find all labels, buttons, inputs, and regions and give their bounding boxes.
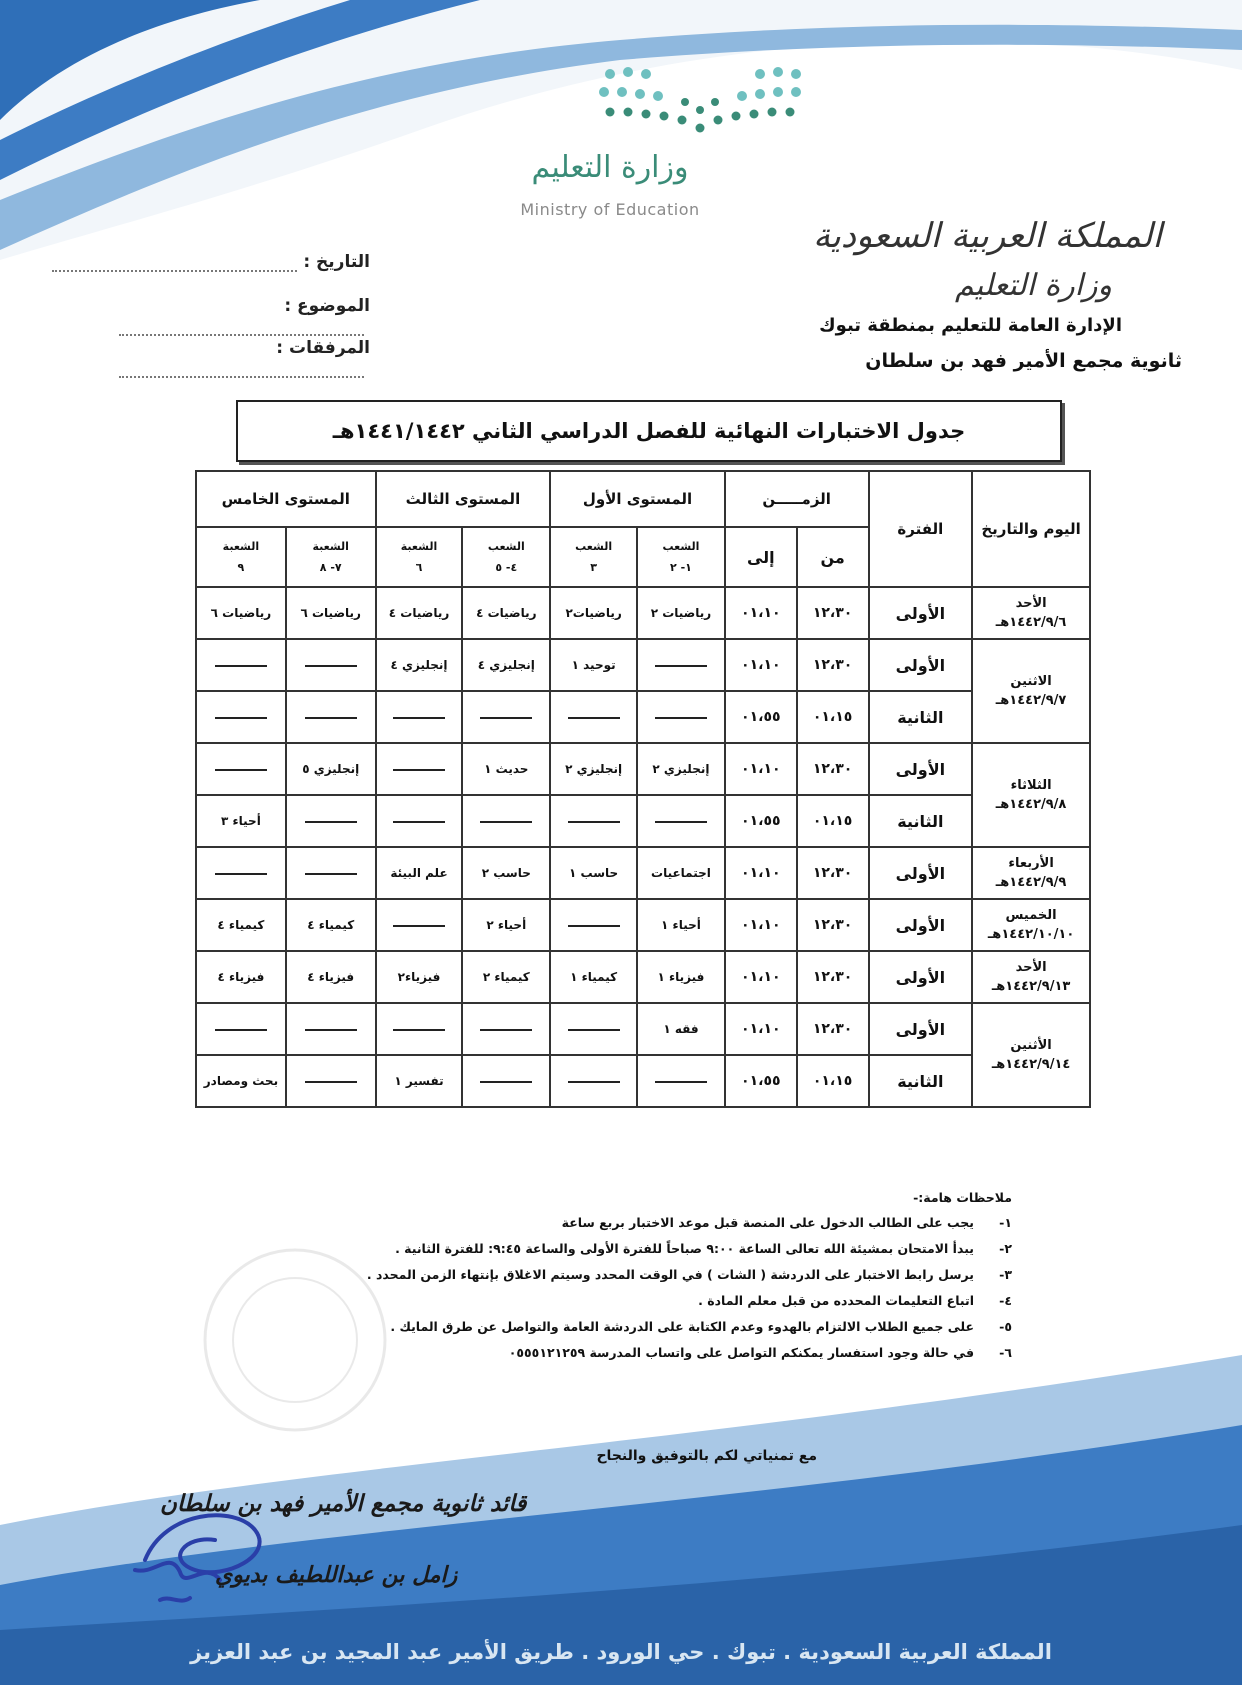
subject-cell bbox=[462, 951, 550, 1003]
empty-dash bbox=[305, 665, 357, 667]
empty-dash bbox=[305, 717, 357, 719]
note-text: اتباع التعليمات المحدده من قبل معلم المادة . bbox=[698, 1293, 974, 1308]
note-number: ٤- bbox=[999, 1293, 1012, 1308]
header-level-5: المستوى الخامس bbox=[196, 471, 376, 527]
day-date: ١٤٤٢/٩/٨هـ bbox=[995, 797, 1067, 812]
subject-label: بحث ومصادر bbox=[203, 1074, 279, 1088]
attachments-dotted-line bbox=[119, 376, 364, 378]
period-cell: الأولى bbox=[869, 743, 973, 795]
time-from-cell: ١٢،٣٠ bbox=[797, 951, 869, 1003]
empty-dash bbox=[655, 1081, 707, 1083]
period-cell: الأولى bbox=[869, 847, 973, 899]
note-text: يجب على الطالب الدخول على المنصة قبل موعد الاختبار بربع ساعة bbox=[561, 1215, 974, 1230]
section-numbers: ١- ٢ bbox=[670, 561, 692, 574]
day-date-cell bbox=[972, 639, 1090, 743]
subject-cell bbox=[196, 847, 286, 899]
time-from-cell: ١٢،٣٠ bbox=[797, 639, 869, 691]
note-number: ٦- bbox=[999, 1345, 1012, 1360]
note-number: ٢- bbox=[999, 1241, 1012, 1256]
subject-label: كيمياء ١ bbox=[570, 970, 618, 984]
time-to-cell: ٠١،١٠ bbox=[725, 743, 797, 795]
empty-dash bbox=[305, 873, 357, 875]
period-cell: الأولى bbox=[869, 1003, 973, 1055]
subject-cell bbox=[286, 847, 376, 899]
subject-cell bbox=[637, 795, 725, 847]
time-from-cell: ٠١،١٥ bbox=[797, 1055, 869, 1107]
ministry-logo-icon bbox=[590, 62, 810, 140]
subject-cell bbox=[550, 1003, 637, 1055]
subject-field bbox=[40, 296, 370, 336]
day-name: الاثنين bbox=[1010, 673, 1052, 689]
empty-dash bbox=[568, 1029, 620, 1031]
section-header bbox=[550, 527, 637, 587]
subject-cell bbox=[462, 1003, 550, 1055]
subject-label: حاسب ١ bbox=[569, 866, 619, 880]
day-date-cell bbox=[972, 847, 1090, 899]
subject-label: فقه ١ bbox=[663, 1022, 699, 1036]
subject-cell bbox=[637, 899, 725, 951]
header-to: إلى bbox=[725, 527, 797, 587]
section-numbers: ٦ bbox=[415, 561, 423, 574]
subject-label: رياضيات ٦ bbox=[210, 606, 272, 620]
subject-cell bbox=[376, 1003, 463, 1055]
principal-title: قائد ثانوية مجمع الأمير فهد بن سلطان bbox=[160, 1490, 527, 1517]
period-cell: الأولى bbox=[869, 639, 973, 691]
subject-label: الموضوع : bbox=[284, 296, 370, 316]
time-to-cell: ٠١،٥٥ bbox=[725, 795, 797, 847]
day-date: ١٤٤٢/٩/٩هـ bbox=[995, 875, 1067, 890]
note-number: ١- bbox=[999, 1215, 1012, 1230]
subject-label: فيزياء٢ bbox=[397, 970, 441, 984]
period-cell: الأولى bbox=[869, 587, 973, 639]
time-from-cell: ٠١،١٥ bbox=[797, 691, 869, 743]
day-name: الأحد bbox=[1015, 595, 1047, 611]
time-from-cell: ٠١،١٥ bbox=[797, 795, 869, 847]
empty-dash bbox=[568, 717, 620, 719]
day-date: ١٤٤٢/٩/٧هـ bbox=[995, 693, 1067, 708]
subject-label: توحيد ١ bbox=[571, 658, 616, 672]
subject-cell bbox=[286, 795, 376, 847]
subject-cell bbox=[196, 899, 286, 951]
subject-cell bbox=[376, 1055, 463, 1107]
section-numbers: ٧- ٨ bbox=[319, 561, 342, 574]
subject-cell bbox=[376, 743, 463, 795]
table-row bbox=[196, 743, 1090, 795]
footer-address: المملكة العربية السعودية . تبوك . حي الورود . طريق الأمير عبد المجيد بن عبد العزيز bbox=[190, 1640, 1052, 1664]
date-dotted-line bbox=[52, 270, 297, 272]
notes-heading: ملاحظات هامة:- bbox=[913, 1190, 1012, 1205]
subject-label: فيزياء ١ bbox=[657, 970, 705, 984]
empty-dash bbox=[393, 821, 445, 823]
date-label: التاريخ : bbox=[303, 252, 370, 272]
subject-dotted-line bbox=[119, 334, 364, 336]
day-date-cell bbox=[972, 899, 1090, 951]
time-from-cell: ١٢،٣٠ bbox=[797, 1003, 869, 1055]
section-label: الشعبة bbox=[222, 540, 260, 553]
subject-cell bbox=[376, 587, 463, 639]
kingdom-title: المملكة العربية السعودية bbox=[813, 216, 1162, 256]
subject-label: كيمياء ٢ bbox=[482, 970, 530, 984]
empty-dash bbox=[393, 769, 445, 771]
subject-cell bbox=[637, 1003, 725, 1055]
table-row bbox=[196, 899, 1090, 951]
day-name: الخميس bbox=[1005, 907, 1057, 923]
section-label: الشعب bbox=[487, 540, 525, 553]
period-cell: الأولى bbox=[869, 951, 973, 1003]
day-date-cell bbox=[972, 1003, 1090, 1107]
table-row bbox=[196, 847, 1090, 899]
day-date: ١٤٤٢/٩/١٣هـ bbox=[991, 979, 1071, 994]
subject-cell bbox=[637, 691, 725, 743]
time-to-cell: ٠١،٥٥ bbox=[725, 691, 797, 743]
section-label: الشعب bbox=[575, 540, 613, 553]
section-label: الشعب bbox=[662, 540, 700, 553]
section-header bbox=[286, 527, 376, 587]
time-from-cell: ١٢،٣٠ bbox=[797, 899, 869, 951]
subject-label: أحياء ٢ bbox=[486, 918, 527, 932]
header-period: الفترة bbox=[869, 471, 973, 587]
subject-label: كيمياء ٤ bbox=[307, 918, 355, 932]
subject-label: حديث ١ bbox=[484, 762, 529, 776]
note-text: في حالة وجود استفسار يمكنكم التواصل على واتساب المدرسة ٠٥٥٥١٢١٢٥٩ bbox=[508, 1345, 974, 1360]
subject-cell bbox=[376, 795, 463, 847]
period-cell: الثانية bbox=[869, 691, 973, 743]
subject-cell bbox=[286, 1003, 376, 1055]
header-from: من bbox=[797, 527, 869, 587]
attachments-field bbox=[40, 338, 370, 378]
subject-label: كيمياء ٤ bbox=[217, 918, 265, 932]
subject-cell bbox=[462, 639, 550, 691]
empty-dash bbox=[655, 665, 707, 667]
day-date-cell bbox=[972, 587, 1090, 639]
note-text: على جميع الطلاب الالتزام بالهدوء وعدم الكتابة على الدردشة العامة والتواصل عن طرق المايك . bbox=[390, 1319, 974, 1334]
subject-label: اجتماعيات bbox=[651, 866, 711, 880]
subject-cell bbox=[550, 847, 637, 899]
day-date: ١٤٤٢/١٠/١٠هـ bbox=[987, 927, 1075, 942]
time-to-cell: ٠١،١٠ bbox=[725, 639, 797, 691]
header-day-date: اليوم والتاريخ bbox=[972, 471, 1090, 587]
subject-label: رياضيات ٤ bbox=[388, 606, 450, 620]
section-numbers: ٤- ٥ bbox=[495, 561, 518, 574]
section-header bbox=[637, 527, 725, 587]
subject-cell bbox=[196, 1055, 286, 1107]
day-date-cell bbox=[972, 951, 1090, 1003]
exam-schedule-table bbox=[195, 470, 1091, 1108]
empty-dash bbox=[215, 1029, 267, 1031]
subject-cell bbox=[376, 951, 463, 1003]
subject-cell bbox=[462, 899, 550, 951]
day-name: الأحد bbox=[1015, 959, 1047, 975]
subject-cell bbox=[286, 951, 376, 1003]
ministry-name-arabic: وزارة التعليم bbox=[531, 150, 689, 185]
subject-cell bbox=[196, 691, 286, 743]
subject-cell bbox=[376, 899, 463, 951]
period-cell: الأولى bbox=[869, 899, 973, 951]
subject-label: إنجليزي ٢ bbox=[652, 762, 710, 776]
day-date: ١٤٤٢/٩/١٤هـ bbox=[991, 1057, 1071, 1072]
subject-cell bbox=[286, 691, 376, 743]
subject-label: أحياء ١ bbox=[661, 918, 701, 932]
table-row bbox=[196, 691, 1090, 743]
subject-label: تفسير ١ bbox=[394, 1074, 444, 1088]
subject-label: إنجليزي ٤ bbox=[477, 658, 535, 672]
time-from-cell: ١٢،٣٠ bbox=[797, 587, 869, 639]
subject-cell bbox=[376, 847, 463, 899]
empty-dash bbox=[480, 1029, 532, 1031]
header-level-3: المستوى الثالث bbox=[376, 471, 551, 527]
subject-cell bbox=[286, 899, 376, 951]
principal-name: زامل بن عبداللطيف بديوي bbox=[215, 1562, 458, 1588]
empty-dash bbox=[480, 1081, 532, 1083]
day-name: الأثنين bbox=[1010, 1037, 1052, 1053]
subject-cell bbox=[196, 795, 286, 847]
subject-cell bbox=[550, 899, 637, 951]
header-level-1: المستوى الأول bbox=[550, 471, 725, 527]
subject-cell bbox=[376, 639, 463, 691]
subject-cell bbox=[637, 639, 725, 691]
signature-icon bbox=[125, 1500, 325, 1610]
ministry-name-english: Ministry of Education bbox=[520, 200, 700, 219]
empty-dash bbox=[305, 821, 357, 823]
table-row bbox=[196, 951, 1090, 1003]
subject-cell bbox=[196, 587, 286, 639]
section-label: الشعبة bbox=[400, 540, 438, 553]
subject-cell bbox=[196, 743, 286, 795]
day-name: الأربعاء bbox=[1008, 855, 1054, 871]
empty-dash bbox=[568, 821, 620, 823]
subject-cell bbox=[462, 743, 550, 795]
note-item bbox=[212, 1215, 1012, 1230]
empty-dash bbox=[480, 821, 532, 823]
subject-cell bbox=[550, 743, 637, 795]
stamp-icon bbox=[195, 1240, 395, 1440]
day-name: الثلاثاء bbox=[1010, 777, 1052, 793]
subject-cell bbox=[376, 691, 463, 743]
subject-cell bbox=[286, 587, 376, 639]
subject-cell bbox=[550, 951, 637, 1003]
subject-cell bbox=[462, 847, 550, 899]
empty-dash bbox=[215, 873, 267, 875]
subject-label: رياضيات ٤ bbox=[476, 606, 537, 620]
subject-label: إنجليزي ٤ bbox=[390, 658, 448, 672]
subject-label: أحياء ٣ bbox=[221, 814, 261, 828]
subject-cell bbox=[286, 639, 376, 691]
subject-cell bbox=[550, 1055, 637, 1107]
schedule-title: جدول الاختبارات النهائية للفصل الدراسي الثاني ١٤٤١/١٤٤٢هـ bbox=[236, 400, 1062, 462]
time-from-cell: ١٢،٣٠ bbox=[797, 847, 869, 899]
subject-label: فيزياء ٤ bbox=[307, 970, 355, 984]
empty-dash bbox=[215, 769, 267, 771]
school-title: ثانوية مجمع الأمير فهد بن سلطان bbox=[865, 350, 1182, 372]
subject-cell bbox=[637, 743, 725, 795]
subject-label: إنجليزي ٥ bbox=[302, 762, 360, 776]
subject-label: حاسب ٢ bbox=[481, 866, 531, 880]
subject-cell bbox=[550, 587, 637, 639]
empty-dash bbox=[305, 1081, 357, 1083]
empty-dash bbox=[568, 925, 620, 927]
subject-label: فيزياء ٤ bbox=[217, 970, 265, 984]
subject-cell bbox=[637, 951, 725, 1003]
subject-cell bbox=[462, 691, 550, 743]
subject-cell bbox=[286, 1055, 376, 1107]
section-header bbox=[376, 527, 463, 587]
subject-cell bbox=[550, 691, 637, 743]
time-to-cell: ٠١،١٠ bbox=[725, 847, 797, 899]
administration-title: الإدارة العامة للتعليم بمنطقة تبوك bbox=[819, 315, 1122, 336]
subject-cell bbox=[637, 587, 725, 639]
subject-cell bbox=[462, 795, 550, 847]
table-row bbox=[196, 1003, 1090, 1055]
section-numbers: ٩ bbox=[237, 561, 245, 574]
empty-dash bbox=[393, 925, 445, 927]
subject-cell bbox=[196, 639, 286, 691]
closing-wish: مع تمنياتي لكم بالتوفيق والنجاح bbox=[596, 1448, 817, 1464]
note-text: يبدأ الامتحان بمشيئة الله تعالى الساعة ٩:٠٠ صباحاً للفترة الأولى والساعة ٩:٤٥: للفترة الثانية . bbox=[395, 1241, 974, 1256]
subject-label: رياضيات٢ bbox=[565, 606, 622, 620]
subject-cell bbox=[550, 795, 637, 847]
section-label: الشعبة bbox=[312, 540, 349, 553]
time-to-cell: ٠١،١٠ bbox=[725, 951, 797, 1003]
table-row bbox=[196, 639, 1090, 691]
day-date: ١٤٤٢/٩/٦هـ bbox=[995, 615, 1067, 630]
header-time: الزمـــــن bbox=[725, 471, 869, 527]
period-cell: الثانية bbox=[869, 1055, 973, 1107]
note-number: ٥- bbox=[999, 1319, 1012, 1334]
empty-dash bbox=[655, 717, 707, 719]
subject-cell bbox=[637, 1055, 725, 1107]
note-text: يرسل رابط الاختبار على الدردشة ( الشات ) في الوقت المحدد وسيتم الاغلاق بإنتهاء الزمن المحدد . bbox=[366, 1267, 974, 1282]
time-to-cell: ٠١،١٠ bbox=[725, 899, 797, 951]
subject-cell bbox=[637, 847, 725, 899]
empty-dash bbox=[480, 717, 532, 719]
attachments-label: المرفقات : bbox=[276, 338, 370, 358]
empty-dash bbox=[305, 1029, 357, 1031]
ministry-title: وزارة التعليم bbox=[954, 268, 1112, 303]
time-to-cell: ٠١،١٠ bbox=[725, 1003, 797, 1055]
subject-cell bbox=[550, 639, 637, 691]
table-row bbox=[196, 1055, 1090, 1107]
subject-cell bbox=[462, 1055, 550, 1107]
time-from-cell: ١٢،٣٠ bbox=[797, 743, 869, 795]
empty-dash bbox=[393, 1029, 445, 1031]
empty-dash bbox=[215, 717, 267, 719]
date-field bbox=[40, 252, 370, 272]
subject-cell bbox=[286, 743, 376, 795]
empty-dash bbox=[393, 717, 445, 719]
subject-cell bbox=[196, 1003, 286, 1055]
section-header bbox=[462, 527, 550, 587]
table-row bbox=[196, 587, 1090, 639]
section-header bbox=[196, 527, 286, 587]
table-row bbox=[196, 795, 1090, 847]
time-to-cell: ٠١،١٠ bbox=[725, 587, 797, 639]
note-number: ٣- bbox=[999, 1267, 1012, 1282]
subject-cell bbox=[462, 587, 550, 639]
subject-cell bbox=[196, 951, 286, 1003]
empty-dash bbox=[568, 1081, 620, 1083]
subject-label: رياضيات ٢ bbox=[650, 606, 712, 620]
section-numbers: ٣ bbox=[590, 561, 597, 574]
empty-dash bbox=[655, 821, 707, 823]
time-to-cell: ٠١،٥٥ bbox=[725, 1055, 797, 1107]
subject-label: رياضيات ٦ bbox=[300, 606, 361, 620]
empty-dash bbox=[215, 665, 267, 667]
subject-label: علم البيئة bbox=[390, 866, 448, 880]
period-cell: الثانية bbox=[869, 795, 973, 847]
subject-label: إنجليزي ٢ bbox=[565, 762, 623, 776]
day-date-cell bbox=[972, 743, 1090, 847]
